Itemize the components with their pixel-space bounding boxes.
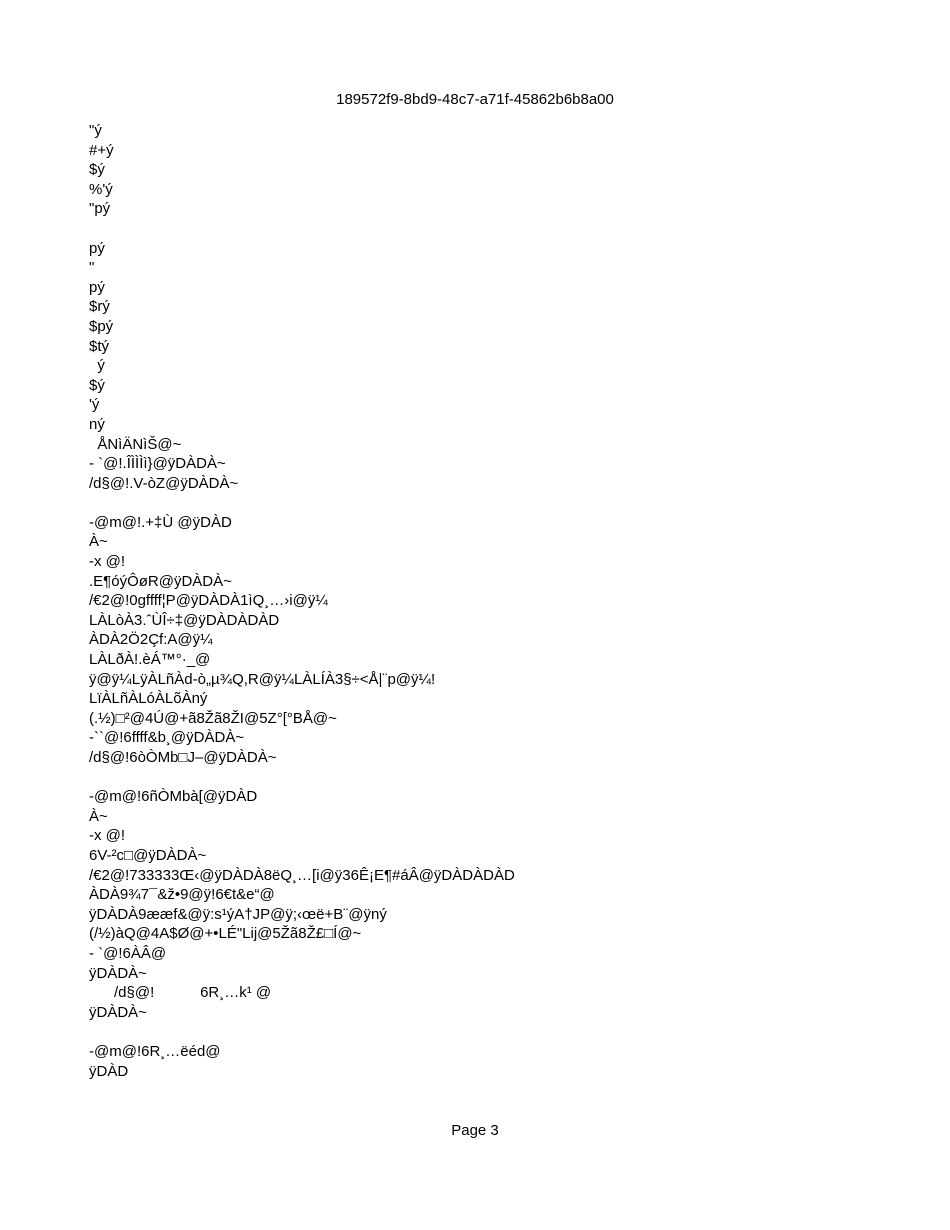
- text-line: /d§@! 6R¸…k¹ @: [89, 984, 272, 1002]
- text-line: -``@!6ffff&b¸@ÿDÀDÀ~: [89, 729, 245, 747]
- text-line: /€2@!733333Œ‹@ÿDÀDÀ8ëQ¸…[i@ÿ36Ê¡E¶#áÂ@ÿDÀDÀDÀD: [89, 866, 515, 884]
- text-line: [89, 493, 869, 513]
- text-line: (.½)□²@4Ú@+ã8Žã8ŽI@5Z°[°BÅ@~: [89, 709, 337, 727]
- text-line: ÿ@ÿ¼LÿÀLñÀd-ò„µ¾Q,R@ÿ¼LÀLÍÀ3§÷<Å|¨p@ÿ¼!: [89, 670, 436, 688]
- text-line: /€2@!0gffff¦P@ÿDÀDÀ1ìQ¸…›i@ÿ¼: [89, 592, 328, 610]
- text-line: À~: [89, 533, 108, 551]
- text-line: pý: [89, 278, 105, 296]
- text-line: ÅNìÄNìŠ@~: [89, 435, 182, 453]
- text-line: À~: [89, 807, 108, 825]
- text-line: $rý: [89, 298, 110, 316]
- text-line: .E¶óýÔøR@ÿDÀDÀ~: [89, 572, 232, 590]
- text-line: ÿDÀD: [89, 1062, 129, 1080]
- text-line: -@m@!6ñÒMbà[@ÿDÀD: [89, 788, 258, 806]
- text-line: ÀDÀ9¾7¯&ž•9@ÿ!6€t&e“@: [89, 886, 275, 904]
- text-line: - `@!6ÀÂ@: [89, 944, 167, 962]
- text-line: -x @!: [89, 827, 126, 845]
- text-line: /d§@!6òÒMb□J–@ÿDÀDÀ~: [89, 749, 277, 766]
- text-line: LÀLðÀ!.èÁ™°·_@: [89, 651, 211, 669]
- page-number: Page 3: [451, 1122, 499, 1139]
- document-body: [89, 121, 869, 1081]
- text-line: - `@!.ÎÌÌÌì}@ÿDÀDÀ~: [89, 455, 226, 473]
- text-line: -x @!: [89, 553, 126, 571]
- text-line: 6V-²c□@ÿDÀDÀ~: [89, 846, 207, 864]
- text-line: pý: [89, 239, 105, 257]
- text-line: ÿDÀDÀ~: [89, 964, 147, 982]
- text-line: $ý: [89, 161, 105, 179]
- text-line: [89, 219, 869, 239]
- text-line: $pý: [89, 317, 114, 335]
- text-line: (/½)àQ@4A$Ø@+•LÉ"Lij@5Žã8Ž£□Í@~: [89, 925, 362, 943]
- text-line: ": [89, 259, 95, 277]
- text-line: 'ý: [89, 396, 100, 414]
- text-line: /d§@!.V-òZ@ÿDÀDÀ~: [89, 474, 239, 492]
- text-line: ý: [89, 357, 105, 375]
- text-line: $ý: [89, 376, 105, 394]
- text-line: LïÀLñÀLóÀLõÀný: [89, 690, 208, 708]
- text-line: ný: [89, 415, 105, 433]
- text-line: -@m@!6R¸…ëéd@: [89, 1042, 221, 1060]
- text-line: "ý: [89, 122, 102, 139]
- text-line: -@m@!.+‡Ù @ÿDÀD: [89, 513, 232, 531]
- text-line: ÿDÀDÀ~: [89, 1003, 147, 1021]
- text-line: ÿDÀDÀ9ææf&@ÿ:s¹ýA†JP@ÿ;‹œë+B¨@ÿný: [89, 905, 387, 923]
- text-line: %'ý: [89, 180, 113, 198]
- text-line: #+ý: [89, 141, 114, 159]
- text-line: [89, 768, 869, 788]
- text-line: "pý: [89, 200, 111, 218]
- text-line: ÀDÀ2Ö2Çf:A@ÿ¼: [89, 631, 213, 649]
- text-line: $tý: [89, 337, 110, 355]
- text-line: LÀLòÀ3.ˆÙÎ÷‡@ÿDÀDÀDÀD: [89, 611, 280, 629]
- page-header: 189572f9-8bd9-48c7-a71f-45862b6b8a00: [336, 91, 614, 108]
- text-line: [89, 1022, 869, 1042]
